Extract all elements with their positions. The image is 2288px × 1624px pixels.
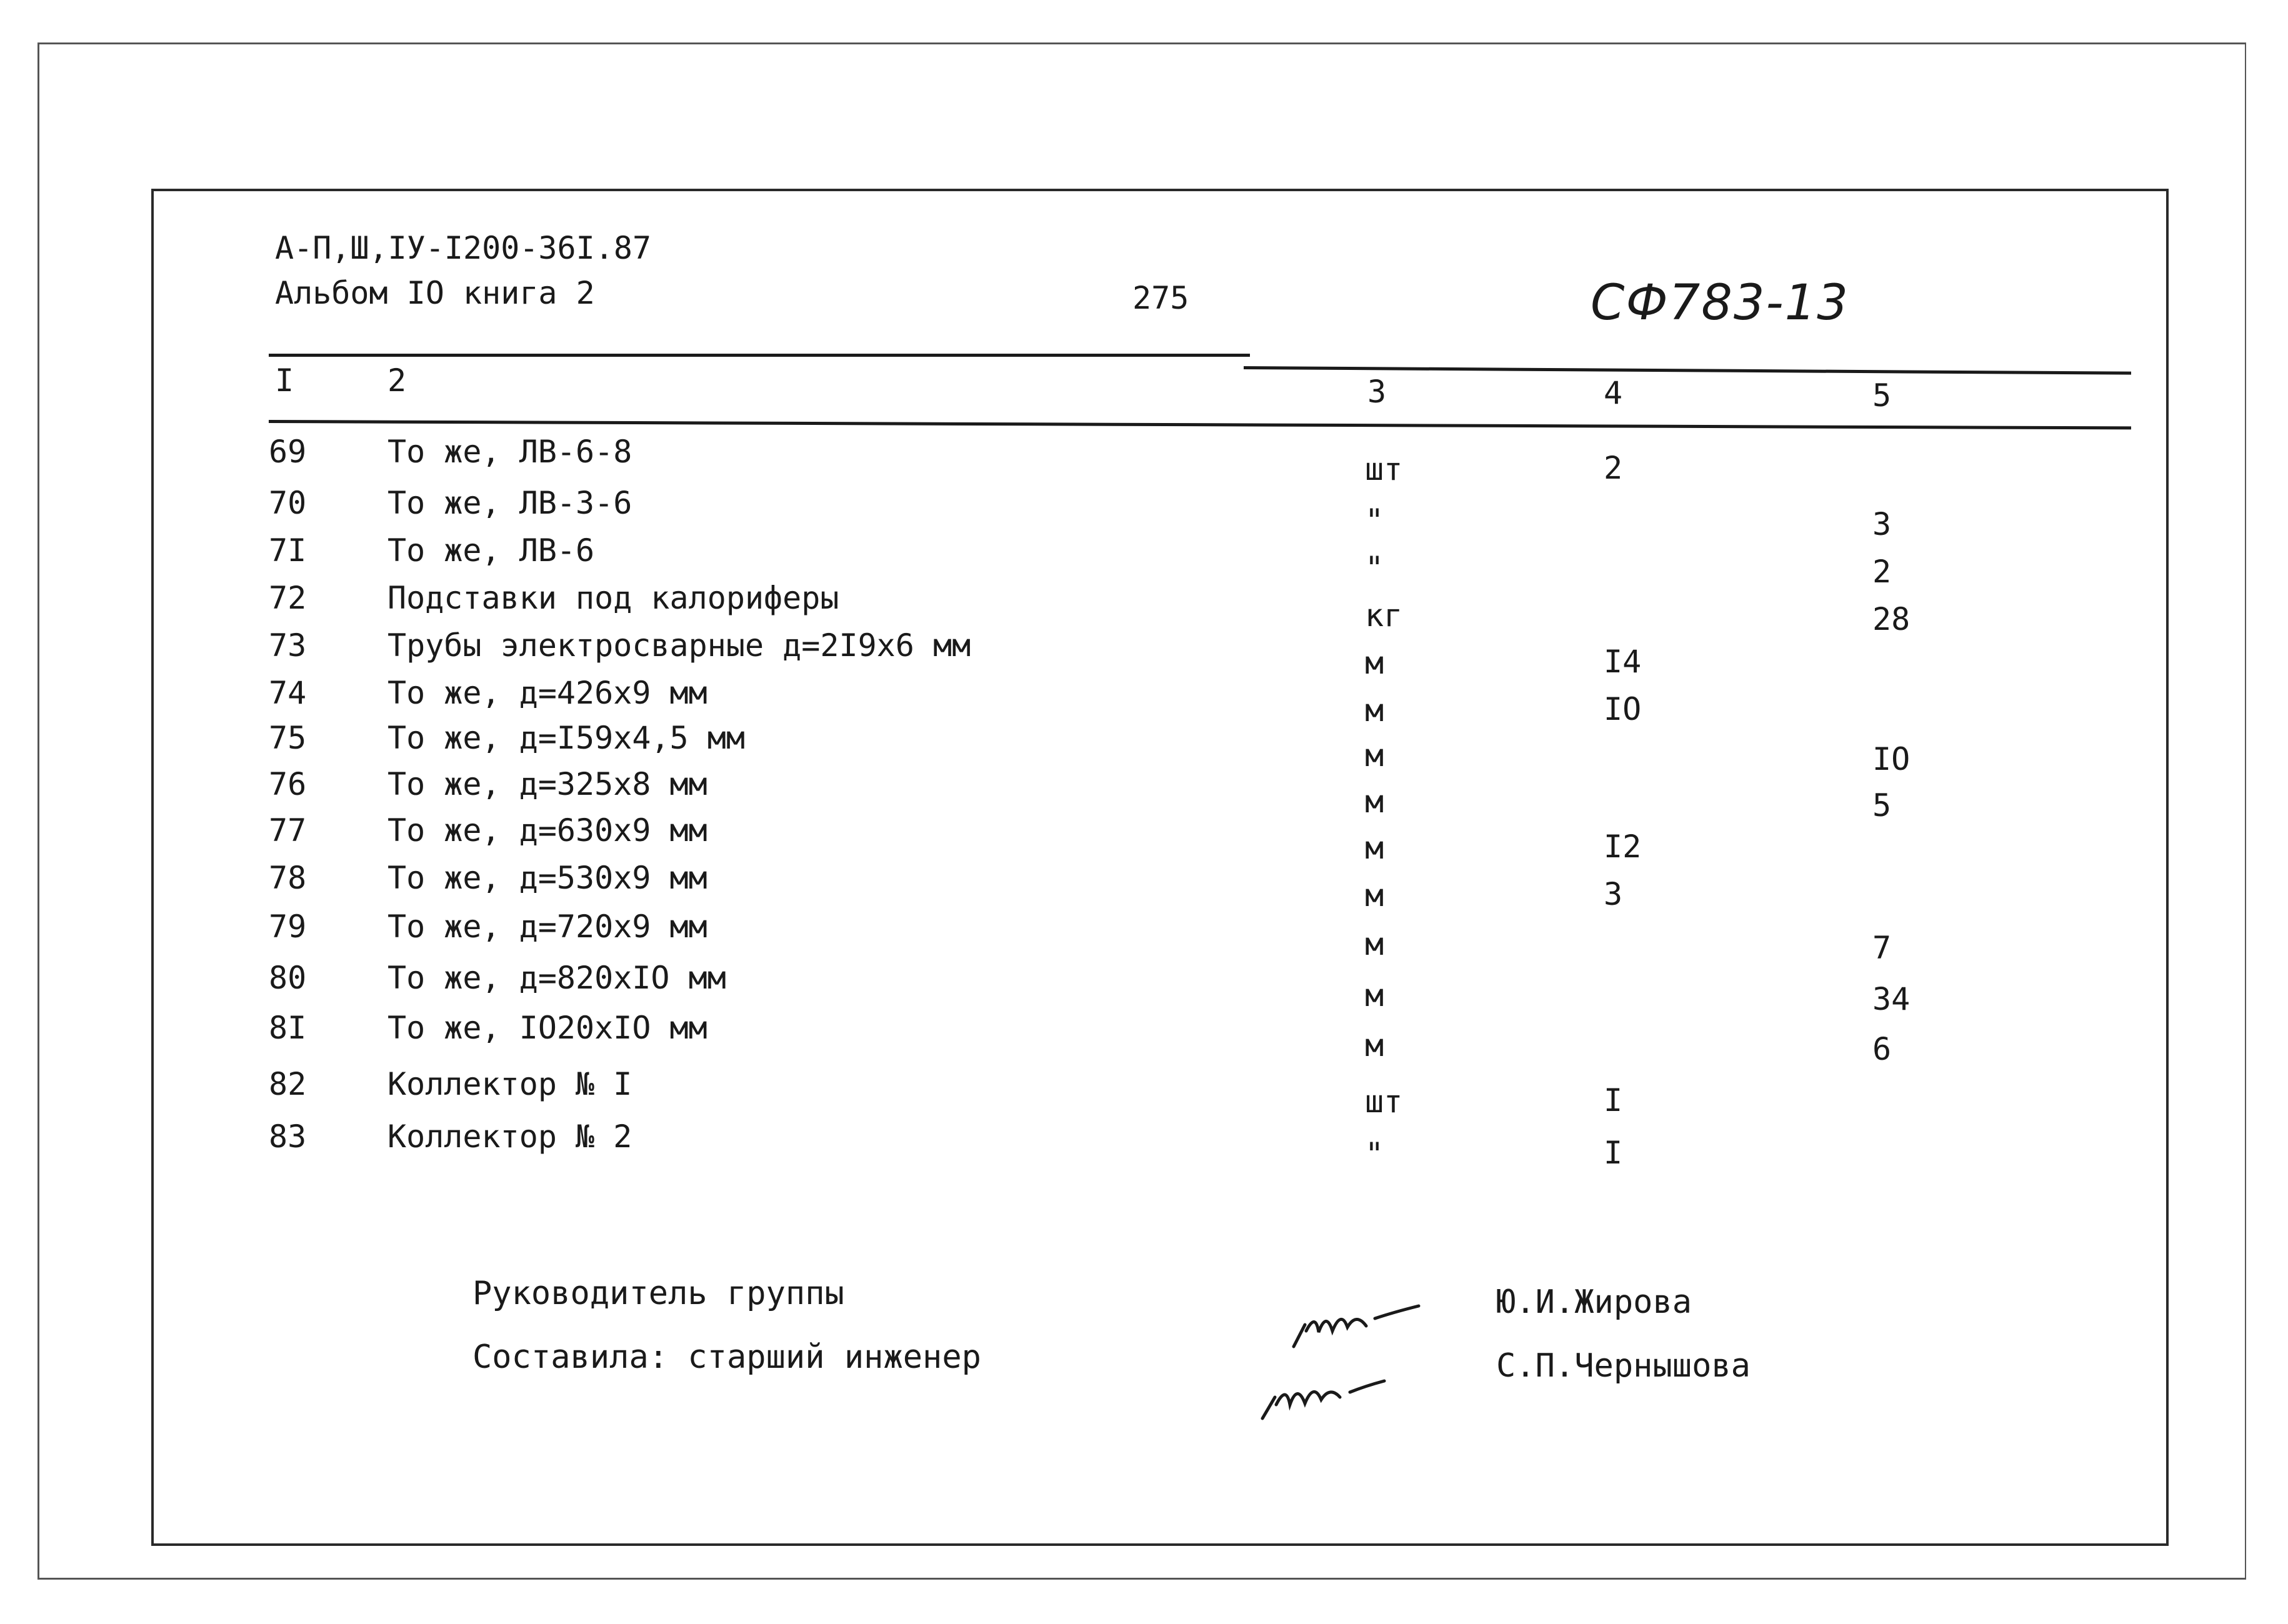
top-rule-left [269, 354, 1250, 357]
cell-c5: 34 [1872, 981, 1911, 1017]
cell-c5: 5 [1872, 787, 1892, 824]
cell-num: 74 [269, 675, 307, 711]
page-number: 275 [1132, 280, 1189, 316]
signature-mark-1 [1287, 1287, 1437, 1356]
cell-unit: м [1365, 877, 1384, 914]
cell-num: 70 [269, 485, 307, 521]
name-chernyshova: С.П.Чернышова [1496, 1347, 1751, 1385]
cell-c5: IO [1872, 741, 1911, 777]
cell-name: То же, ЛВ-6-8 [387, 434, 632, 470]
cell-num: 8I [269, 1010, 307, 1046]
cell-name: То же, д=630х9 мм [387, 812, 707, 849]
cell-unit: м [1365, 737, 1384, 774]
cell-num: 78 [269, 860, 307, 896]
cell-name: Коллектор № 2 [387, 1118, 632, 1155]
cell-name: То же, IO20хIO мм [387, 1010, 707, 1046]
cell-unit: " [1365, 550, 1384, 586]
cell-c5: 7 [1872, 930, 1892, 966]
cell-name: Коллектор № I [387, 1066, 632, 1102]
cell-c4: I2 [1604, 829, 1642, 865]
cell-num: 69 [269, 434, 307, 470]
cell-c5: 2 [1872, 554, 1892, 590]
cell-c4: I [1604, 1082, 1623, 1118]
cell-num: 72 [269, 580, 307, 616]
cell-name: То же, д=530х9 мм [387, 860, 707, 896]
doc-code: А-П,Ш,IУ-I200-36I.87 [275, 230, 652, 266]
cell-unit: м [1365, 784, 1384, 820]
cell-c4: I [1604, 1135, 1623, 1171]
cell-c5: 28 [1872, 601, 1911, 637]
cell-num: 83 [269, 1118, 307, 1155]
cell-num: 82 [269, 1066, 307, 1102]
role-group-leader: Руководитель группы [472, 1275, 844, 1312]
cell-num: 75 [269, 720, 307, 756]
cell-c4: 2 [1604, 450, 1623, 486]
cell-name: Подставки под калориферы [387, 580, 839, 616]
cell-unit: шт [1365, 1083, 1403, 1120]
sheet-code: СФ783-13 [1591, 275, 1849, 331]
column-header-5: 5 [1872, 377, 1892, 414]
cell-name: То же, д=720х9 мм [387, 909, 707, 945]
cell-unit: " [1365, 1136, 1384, 1172]
cell-unit: м [1365, 692, 1384, 729]
album-label: Альбом IO книга 2 [275, 275, 595, 311]
column-header-3: 3 [1367, 374, 1387, 410]
cell-num: 73 [269, 627, 307, 664]
cell-unit: м [1365, 830, 1384, 866]
cell-name: То же, д=820хIO мм [387, 960, 726, 996]
cell-unit: м [1365, 977, 1384, 1014]
column-header-2: 2 [387, 362, 407, 399]
cell-c4: 3 [1604, 876, 1623, 912]
name-zhirova: Ю.И.Жирова [1496, 1283, 1692, 1321]
cell-c5: 3 [1872, 506, 1892, 542]
cell-num: 80 [269, 960, 307, 996]
cell-unit: кг [1365, 597, 1403, 634]
cell-c5: 6 [1872, 1031, 1892, 1067]
cell-unit: м [1365, 1027, 1384, 1064]
cell-name: То же, ЛВ-6 [387, 532, 595, 569]
cell-c4: I4 [1604, 644, 1642, 680]
signature-mark-2 [1256, 1356, 1406, 1425]
cell-unit: м [1365, 926, 1384, 962]
cell-unit: " [1365, 502, 1384, 539]
cell-unit: м [1365, 645, 1384, 681]
cell-num: 76 [269, 766, 307, 802]
cell-num: 7I [269, 532, 307, 569]
cell-num: 77 [269, 812, 307, 849]
cell-name: То же, д=325х8 мм [387, 766, 707, 802]
cell-c4: IO [1604, 691, 1642, 727]
cell-unit: шт [1365, 451, 1403, 487]
column-header-4: 4 [1604, 375, 1623, 411]
cell-num: 79 [269, 909, 307, 945]
cell-name: То же, д=426х9 мм [387, 675, 707, 711]
cell-name: То же, д=I59х4,5 мм [387, 720, 745, 756]
cell-name: Трубы электросварные д=2I9х6 мм [387, 627, 971, 664]
cell-name: То же, ЛВ-3-6 [387, 485, 632, 521]
role-compiler: Составила: старший инженер [472, 1338, 981, 1376]
column-header-1: I [275, 362, 294, 399]
